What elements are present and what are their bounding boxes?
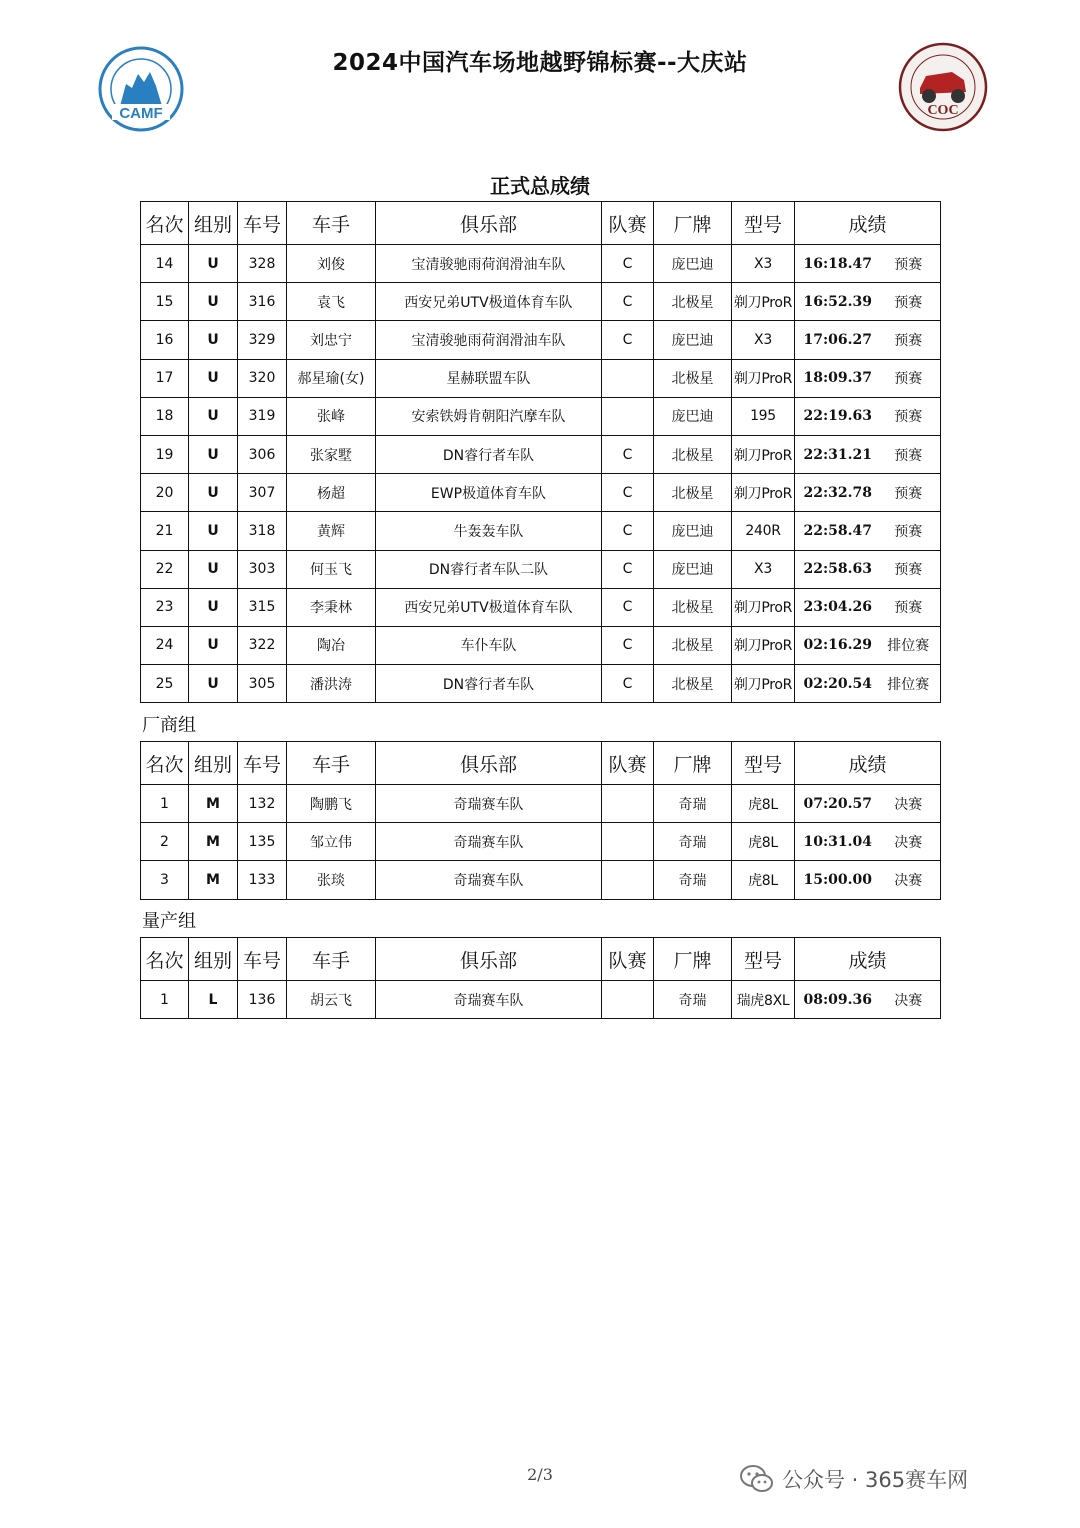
page-number: 2/3: [527, 1465, 553, 1484]
model-cell: X3: [732, 321, 795, 359]
car-number-cell: 306: [238, 435, 287, 473]
results-subtitle: 正式总成绩: [490, 174, 590, 198]
time-cell: 08:09.36: [795, 981, 881, 1019]
team-cell: C: [602, 283, 654, 321]
stage-cell: 预赛: [881, 397, 941, 435]
rank-cell: 14: [141, 245, 189, 283]
car-number-cell: 328: [238, 245, 287, 283]
results-table-manufacturer: [140, 741, 941, 900]
team-cell: C: [602, 435, 654, 473]
driver-cell: 杨超: [287, 474, 376, 512]
club-cell: 西安兄弟UTV极道体育车队: [376, 588, 602, 626]
table-row: [141, 665, 941, 703]
car-number-cell: 320: [238, 359, 287, 397]
column-header: 俱乐部: [376, 742, 602, 785]
table-row: [141, 588, 941, 626]
rank-cell: 23: [141, 588, 189, 626]
stage-cell: 排位赛: [881, 665, 941, 703]
driver-cell: 邹立伟: [287, 823, 376, 861]
group-cell: U: [189, 665, 238, 703]
team-cell: C: [602, 626, 654, 664]
column-header: 车号: [238, 742, 287, 785]
driver-cell: 张琰: [287, 861, 376, 899]
team-cell: C: [602, 512, 654, 550]
brand-cell: 奇瑞: [654, 861, 732, 899]
rank-cell: 20: [141, 474, 189, 512]
rank-cell: 1: [141, 981, 189, 1019]
column-header: 组别: [189, 202, 238, 245]
stage-cell: 预赛: [881, 321, 941, 359]
time-cell: 15:00.00: [795, 861, 881, 899]
stage-cell: 预赛: [881, 435, 941, 473]
car-number-cell: 136: [238, 981, 287, 1019]
brand-cell: 北极星: [654, 283, 732, 321]
model-cell: 瑞虎8XL: [732, 981, 795, 1019]
time-cell: 22:58.47: [795, 512, 881, 550]
brand-cell: 奇瑞: [654, 823, 732, 861]
stage-cell: 预赛: [881, 550, 941, 588]
stage-cell: 决赛: [881, 861, 941, 899]
group-cell: U: [189, 474, 238, 512]
group-label-production: 量产组: [142, 911, 196, 932]
watermark: [740, 1464, 968, 1494]
driver-cell: 袁飞: [287, 283, 376, 321]
group-cell: U: [189, 245, 238, 283]
table-row: [141, 626, 941, 664]
model-cell: 剃刀ProR: [732, 359, 795, 397]
club-cell: 奇瑞赛车队: [376, 785, 602, 823]
rank-cell: 22: [141, 550, 189, 588]
driver-cell: 陶冶: [287, 626, 376, 664]
column-header: 车号: [238, 202, 287, 245]
driver-cell: 张家墅: [287, 435, 376, 473]
column-header: 成绩: [795, 202, 941, 245]
results-table-production: [140, 937, 941, 1019]
rank-cell: 24: [141, 626, 189, 664]
table-row: [141, 474, 941, 512]
rank-cell: 18: [141, 397, 189, 435]
time-cell: 02:16.29: [795, 626, 881, 664]
team-cell: [602, 785, 654, 823]
table-row: [141, 245, 941, 283]
car-number-cell: 133: [238, 861, 287, 899]
group-cell: U: [189, 359, 238, 397]
model-cell: 虎8L: [732, 861, 795, 899]
table-header-row: [141, 938, 941, 981]
driver-cell: 郝星瑜(女): [287, 359, 376, 397]
brand-cell: 北极星: [654, 626, 732, 664]
rank-cell: 17: [141, 359, 189, 397]
group-cell: M: [189, 785, 238, 823]
time-cell: 18:09.37: [795, 359, 881, 397]
rank-cell: 16: [141, 321, 189, 359]
stage-cell: 排位赛: [881, 626, 941, 664]
column-header: 型号: [732, 202, 795, 245]
stage-cell: 预赛: [881, 283, 941, 321]
coc-logo: [896, 42, 990, 132]
model-cell: 剃刀ProR: [732, 474, 795, 512]
club-cell: 西安兄弟UTV极道体育车队: [376, 283, 602, 321]
driver-cell: 刘俊: [287, 245, 376, 283]
wechat-icon: [740, 1464, 774, 1494]
club-cell: 宝清骏驰雨荷润滑油车队: [376, 245, 602, 283]
column-header: 厂牌: [654, 202, 732, 245]
results-table-utv: [140, 201, 941, 703]
club-cell: EWP极道体育车队: [376, 474, 602, 512]
car-number-cell: 319: [238, 397, 287, 435]
table-header-row: [141, 202, 941, 245]
column-header: 车手: [287, 938, 376, 981]
brand-cell: 奇瑞: [654, 981, 732, 1019]
model-cell: 195: [732, 397, 795, 435]
column-header: 车手: [287, 742, 376, 785]
table-row: [141, 359, 941, 397]
team-cell: [602, 861, 654, 899]
column-header: 组别: [189, 742, 238, 785]
page-title: 2024中国汽车场地越野锦标赛--大庆站: [332, 50, 748, 76]
club-cell: 安索铁姆肯朝阳汽摩车队: [376, 397, 602, 435]
car-number-cell: 322: [238, 626, 287, 664]
brand-cell: 庞巴迪: [654, 550, 732, 588]
club-cell: 牛轰轰车队: [376, 512, 602, 550]
model-cell: X3: [732, 245, 795, 283]
brand-cell: 北极星: [654, 435, 732, 473]
time-cell: 22:31.21: [795, 435, 881, 473]
column-header: 名次: [141, 742, 189, 785]
team-cell: C: [602, 588, 654, 626]
column-header: 成绩: [795, 742, 941, 785]
time-cell: 02:20.54: [795, 665, 881, 703]
group-cell: U: [189, 283, 238, 321]
model-cell: 剃刀ProR: [732, 283, 795, 321]
table-row: [141, 981, 941, 1019]
column-header: 队赛: [602, 202, 654, 245]
club-cell: 星赫联盟车队: [376, 359, 602, 397]
column-header: 厂牌: [654, 742, 732, 785]
brand-cell: 北极星: [654, 474, 732, 512]
car-number-cell: 329: [238, 321, 287, 359]
column-header: 型号: [732, 938, 795, 981]
rank-cell: 1: [141, 785, 189, 823]
column-header: 车手: [287, 202, 376, 245]
rank-cell: 15: [141, 283, 189, 321]
stage-cell: 决赛: [881, 823, 941, 861]
club-cell: DN睿行者车队: [376, 435, 602, 473]
stage-cell: 预赛: [881, 474, 941, 512]
car-number-cell: 316: [238, 283, 287, 321]
driver-cell: 黄辉: [287, 512, 376, 550]
model-cell: 剃刀ProR: [732, 435, 795, 473]
model-cell: 虎8L: [732, 785, 795, 823]
driver-cell: 刘忠宁: [287, 321, 376, 359]
model-cell: 240R: [732, 512, 795, 550]
brand-cell: 北极星: [654, 665, 732, 703]
team-cell: C: [602, 321, 654, 359]
group-cell: U: [189, 550, 238, 588]
driver-cell: 陶鹏飞: [287, 785, 376, 823]
driver-cell: 潘洪涛: [287, 665, 376, 703]
club-cell: 奇瑞赛车队: [376, 981, 602, 1019]
brand-cell: 庞巴迪: [654, 397, 732, 435]
group-cell: U: [189, 397, 238, 435]
column-header: 俱乐部: [376, 938, 602, 981]
rank-cell: 25: [141, 665, 189, 703]
car-number-cell: 315: [238, 588, 287, 626]
watermark-text: 公众号 · 365赛车网: [782, 1468, 969, 1492]
team-cell: [602, 397, 654, 435]
column-header: 成绩: [795, 938, 941, 981]
club-cell: DN睿行者车队二队: [376, 550, 602, 588]
table-header-row: [141, 742, 941, 785]
time-cell: 22:19.63: [795, 397, 881, 435]
column-header: 俱乐部: [376, 202, 602, 245]
table-row: [141, 823, 941, 861]
driver-cell: 张峰: [287, 397, 376, 435]
stage-cell: 预赛: [881, 512, 941, 550]
brand-cell: 北极星: [654, 359, 732, 397]
stage-cell: 预赛: [881, 588, 941, 626]
car-number-cell: 318: [238, 512, 287, 550]
table-row: [141, 397, 941, 435]
group-cell: U: [189, 588, 238, 626]
column-header: 名次: [141, 202, 189, 245]
stage-cell: 预赛: [881, 359, 941, 397]
team-cell: [602, 981, 654, 1019]
time-cell: 22:32.78: [795, 474, 881, 512]
time-cell: 07:20.57: [795, 785, 881, 823]
model-cell: 剃刀ProR: [732, 626, 795, 664]
table-row: [141, 550, 941, 588]
rank-cell: 2: [141, 823, 189, 861]
car-number-cell: 132: [238, 785, 287, 823]
model-cell: 剃刀ProR: [732, 588, 795, 626]
time-cell: 16:18.47: [795, 245, 881, 283]
column-header: 组别: [189, 938, 238, 981]
group-label-manufacturer: 厂商组: [142, 715, 196, 736]
column-header: 队赛: [602, 742, 654, 785]
group-cell: U: [189, 626, 238, 664]
brand-cell: 奇瑞: [654, 785, 732, 823]
time-cell: 23:04.26: [795, 588, 881, 626]
table-row: [141, 283, 941, 321]
stage-cell: 预赛: [881, 245, 941, 283]
team-cell: [602, 823, 654, 861]
table-row: [141, 861, 941, 899]
column-header: 队赛: [602, 938, 654, 981]
model-cell: 剃刀ProR: [732, 665, 795, 703]
brand-cell: 庞巴迪: [654, 245, 732, 283]
club-cell: 宝清骏驰雨荷润滑油车队: [376, 321, 602, 359]
table-row: [141, 321, 941, 359]
time-cell: 10:31.04: [795, 823, 881, 861]
column-header: 厂牌: [654, 938, 732, 981]
time-cell: 16:52.39: [795, 283, 881, 321]
group-cell: U: [189, 435, 238, 473]
time-cell: 22:58.63: [795, 550, 881, 588]
car-number-cell: 135: [238, 823, 287, 861]
group-cell: U: [189, 321, 238, 359]
club-cell: 奇瑞赛车队: [376, 823, 602, 861]
coc-logo-text: COC: [927, 103, 959, 118]
club-cell: 车仆车队: [376, 626, 602, 664]
stage-cell: 决赛: [881, 785, 941, 823]
rank-cell: 3: [141, 861, 189, 899]
team-cell: C: [602, 550, 654, 588]
group-cell: U: [189, 512, 238, 550]
rank-cell: 21: [141, 512, 189, 550]
club-cell: DN睿行者车队: [376, 665, 602, 703]
car-number-cell: 307: [238, 474, 287, 512]
team-cell: [602, 359, 654, 397]
time-cell: 17:06.27: [795, 321, 881, 359]
team-cell: C: [602, 245, 654, 283]
car-number-cell: 303: [238, 550, 287, 588]
group-cell: L: [189, 981, 238, 1019]
table-row: [141, 512, 941, 550]
driver-cell: 李秉林: [287, 588, 376, 626]
group-cell: M: [189, 823, 238, 861]
team-cell: C: [602, 665, 654, 703]
brand-cell: 庞巴迪: [654, 512, 732, 550]
club-cell: 奇瑞赛车队: [376, 861, 602, 899]
rank-cell: 19: [141, 435, 189, 473]
group-cell: M: [189, 861, 238, 899]
column-header: 车号: [238, 938, 287, 981]
stage-cell: 决赛: [881, 981, 941, 1019]
model-cell: 虎8L: [732, 823, 795, 861]
brand-cell: 庞巴迪: [654, 321, 732, 359]
team-cell: C: [602, 474, 654, 512]
driver-cell: 何玉飞: [287, 550, 376, 588]
column-header: 名次: [141, 938, 189, 981]
driver-cell: 胡云飞: [287, 981, 376, 1019]
table-row: [141, 435, 941, 473]
camf-logo-text: CAMF: [119, 105, 163, 122]
car-number-cell: 305: [238, 665, 287, 703]
brand-cell: 北极星: [654, 588, 732, 626]
model-cell: X3: [732, 550, 795, 588]
column-header: 型号: [732, 742, 795, 785]
table-row: [141, 785, 941, 823]
